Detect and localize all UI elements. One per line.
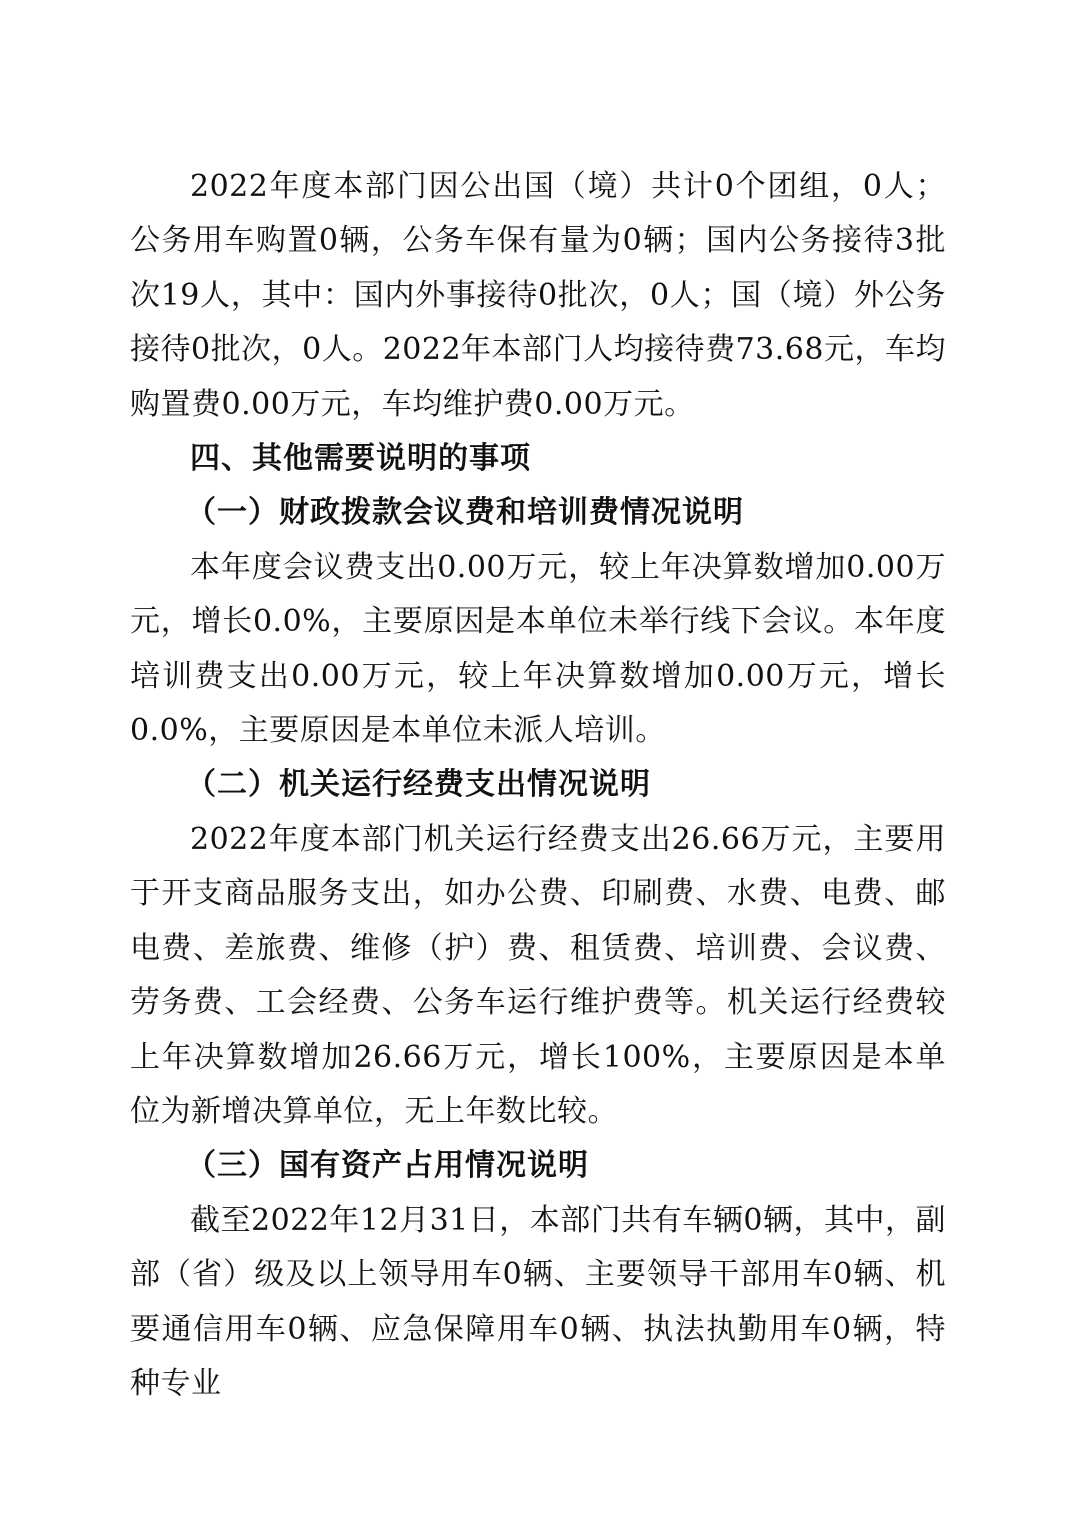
paragraph-official-travel-reception: 2022年度本部门因公出国（境）共计0个团组，0人；公务用车购置0辆，公务车保有量为0辆；国内公务接待3批次19人，其中：国内外事接待0批次，0人；国（境）外公务接待0批次，0人。2022年本部门人均接待费73.68元，车均购置费0.00万元，车均维护费0.00万元。	[130, 169, 946, 422]
paragraph-operating-expenses: 2022年度本部门机关运行经费支出26.66万元，主要用于开支商品服务支出，如办公费、印刷费、水费、电费、邮电费、差旅费、维修（护）费、租赁费、培训费、会议费、劳务费、工会经费、公务车运行维护费等。机关运行经费较上年决算数增加26.66万元，增长100%，主要原因是本单位为新增决算单位，无上年数比较。	[130, 821, 946, 1129]
section-heading-other-matters: 四、其他需要说明的事项	[190, 441, 531, 477]
paragraph-state-assets: 截至2022年12月31日，本部门共有车辆0辆，其中，副部（省）级及以上领导用车0辆、主要领导干部用车0辆、机要通信用车0辆、应急保障用车0辆、执法执勤用车0辆，特种专业	[130, 1202, 946, 1401]
subheading-operating-expenses: （二）机关运行经费支出情况说明	[186, 767, 651, 803]
subheading-state-assets: （三）国有资产占用情况说明	[186, 1148, 589, 1184]
paragraph-meeting-training-fees: 本年度会议费支出0.00万元，较上年决算数增加0.00万元，增长0.0%，主要原因是本单位未举行线下会议。本年度培训费支出0.00万元，较上年决算数增加0.00万元，增长0.0%，主要原因是本单位未派人培训。	[130, 549, 946, 749]
subheading-meeting-training-fees: （一）财政拨款会议费和培训费情况说明	[186, 495, 744, 531]
document-page	[130, 160, 946, 1411]
